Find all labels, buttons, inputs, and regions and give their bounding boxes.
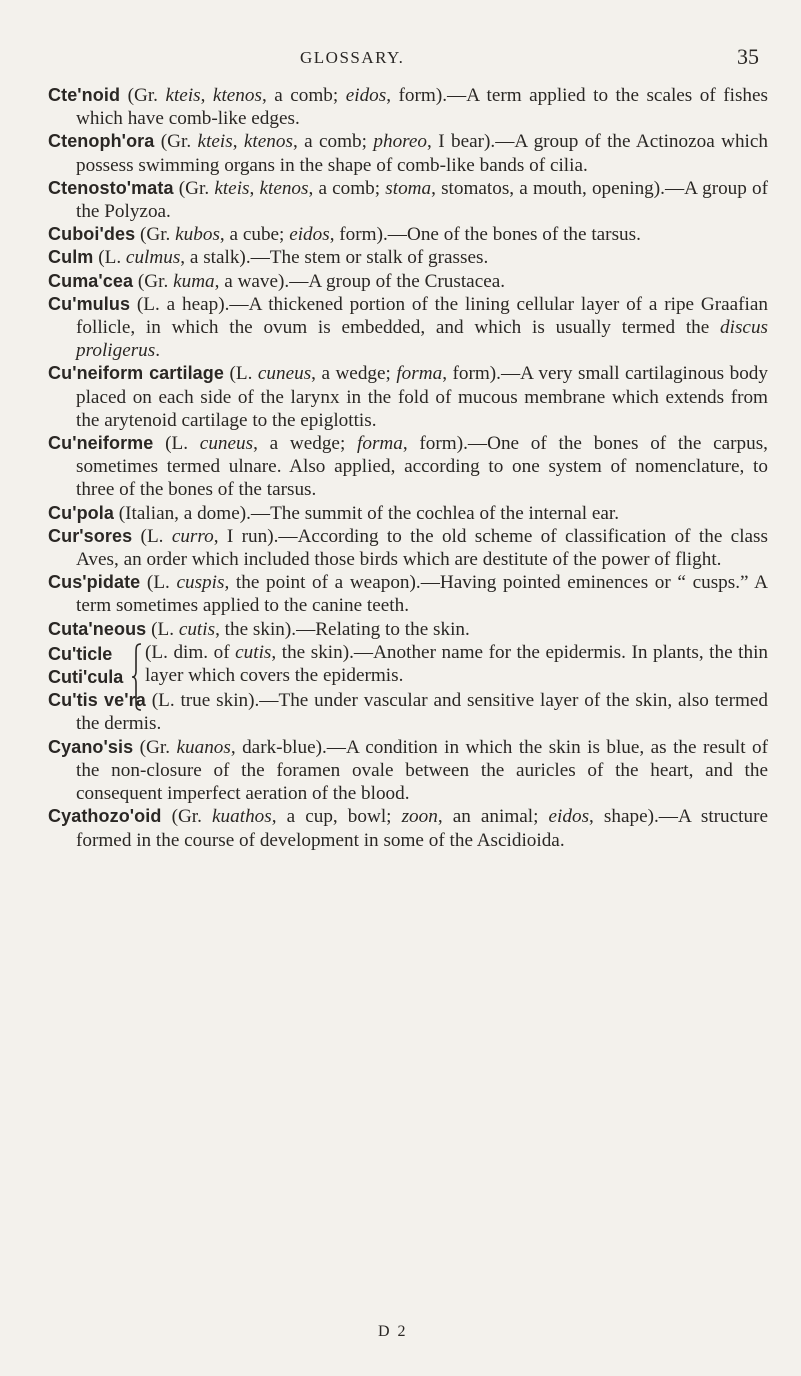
glossary-entry: Cuta'neous (L. cutis, the skin).—Relating to the skin. [48,618,470,640]
glossary-entry: Cte'noid (Gr. kteis, ktenos, a comb; eidos, form).—A term applied to the scales of fishes which have comb-like edges. [48,85,769,130]
etymon: curro [171,525,214,547]
grouped-definition: (L. dim. of cutis, the skin).—Another name for the epidermis. In plants, the thin layer which covers the epidermis. [145,641,768,687]
etymon: forma [357,433,403,455]
headword: Ctenoph'ora [48,131,155,152]
page-header [0,44,801,74]
headword: Ctenosto'mata [48,177,174,198]
headword: Culm [48,247,94,268]
brace-glyph [131,643,143,711]
headword: Cuboi'des [48,224,136,245]
etymon: stoma [385,177,432,199]
etymon: kteis [165,85,201,106]
headword: Cuma'cea [48,270,134,291]
headword: Cu'neiform cartilage [48,363,225,384]
glossary-entry: Culm (L. culmus, a stalk).—The stem or stalk of grasses. [48,247,489,269]
headword: Cur'sores [48,525,133,546]
page-number: 35 [737,44,759,69]
etymon: eidos [548,806,590,828]
headword: Cyathozo'oid [48,806,162,827]
headword: Cu'neiforme [48,433,154,454]
headword: Cuta'neous [48,618,147,639]
glossary-entry: Cuma'cea (Gr. kuma, a wave).—A group of the Crustacea. [48,270,506,292]
etymon: cuspis [176,572,225,594]
curly-brace [131,641,143,689]
glossary-entry: Ctenoph'ora (Gr. kteis, ktenos, a comb; phoreo, I bear).—A group of the Actinozoa which possess swimming organs in the shape of comb-like bands of cilia. [48,131,768,176]
running-head: GLOSSARY. [300,48,405,67]
headword: Cu'mulus [48,293,131,314]
glossary-entry: Cu'neiform cartilage (L. cuneus, a wedge; forma, form).—A very small cartilaginous body placed on each side of the larynx in the fold of mucous membrane which extends from the arytenoid cartilage to the epiglottis. [48,363,768,431]
glossary-entry: Cu'pola (Italian, a dome).—The summit of the cochlea of the internal ear. [48,502,620,524]
etymon: ktenos [243,131,293,153]
etymon: kuma [173,270,215,292]
glossary-entry: Cyano'sis (Gr. kuanos, dark-blue).—A condition in which the skin is blue, as the result of the non-closure of the foramen ovale between the auricles of the heart, and the consequent imperfect aeration of the blood. [48,736,769,805]
glossary-entry: Cu'neiforme (L. cuneus, a wedge; forma, form).—One of the bones of the carpus, sometimes termed ulnare. Also applied, according to one system of nomenclature, to three of the bones of the tarsus. [48,433,768,501]
etymon: cutis [178,618,216,640]
glossary-entry: Cur'sores (L. curro, I run).—According to the old scheme of classification of the class Aves, an order which included those birds which are destitute of the power of flight. [48,525,768,571]
glossary-entry: Cu'tis ve'ra (L. true skin).—The under vascular and sensitive layer of the skin, also termed the dermis. [48,690,768,735]
grouped-entry [48,641,768,689]
etymon: cutis [235,641,272,663]
headword: Cte'noid [48,85,121,105]
etymon: kteis [214,177,250,199]
etymon: cuneus [257,363,312,385]
headword: Cu'pola [48,502,114,523]
etymon: discus proligerus [76,317,768,362]
etymon: phoreo [373,131,428,153]
glossary-entry: Cyathozo'oid (Gr. kuathos, a cup, bowl; zoon, an animal; eidos, shape).—A structure formed in the course of development in some of the Ascidioida. [48,806,768,851]
etymon: kubos [175,224,220,246]
etymon: cuneus [199,433,254,455]
etymon: eidos [289,224,330,246]
glossary-entry: Cus'pidate (L. cuspis, the point of a weapon).—Having pointed eminences or “ cusps.” A term sometimes applied to the canine teeth. [48,572,768,617]
etymon: zoon [401,806,438,828]
headword: Cus'pidate [48,572,141,593]
glossary-entry: Ctenosto'mata (Gr. kteis, ktenos, a comb; stoma, stomatos, a mouth, opening).—A group of the Polyzoa. [48,177,769,223]
headword: Cu'tis ve'ra [48,690,146,711]
etymon: eidos [345,85,387,106]
headword: Cuti'cula [48,667,124,688]
glossary-entry: Cuboi'des (Gr. kubos, a cube; eidos, form).—One of the bones of the tarsus. [48,224,641,246]
etymon: kuathos [212,806,272,828]
etymon: ktenos [259,177,309,199]
grouped-headwords [48,641,131,689]
etymon: kteis [197,131,233,153]
headword: Cu'ticle [48,643,113,664]
signature-mark: D 2 [378,1323,408,1340]
etymon: kuanos [176,736,231,758]
etymon: culmus [125,247,181,269]
headword: Cyano'sis [48,736,134,757]
glossary-entries [48,84,768,852]
etymon: ktenos [212,85,262,106]
etymon: forma [396,363,443,385]
glossary-entry: Cu'mulus (L. a heap).—A thickened portion of the lining cellular layer of a ripe Graafian follicle, in which the ovum is embedded, and which is usually termed the discus proligerus. [48,293,768,362]
